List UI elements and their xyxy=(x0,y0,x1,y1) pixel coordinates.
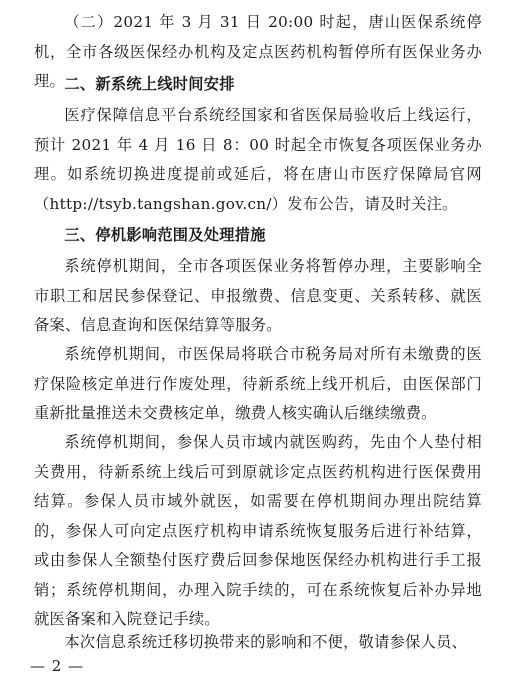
paragraph-system-shutdown: （二）2021 年 3 月 31 日 20:00 时起，唐山医保系统停机，全市各级医保经办机构及定点医药机构暂停所有医保业务办理。 xyxy=(34,13,482,90)
paragraph-apology: 本次信息系统迁移切换带来的影响和不便，敬请参保人员、 xyxy=(64,633,468,651)
paragraph-impact-services: 系统停机期间，全市各项医保业务将暂停办理，主要影响全市职工和居民参保登记、申报缴费、信息变更、关系转移、就医备案、信息查询和医保结算等服务。 xyxy=(34,257,482,334)
page-number: — 2 — xyxy=(30,657,85,675)
paragraph-invoice-handling: 系统停机期间，市医保局将联合市税务局对所有未缴费的医疗保险核定单进行作废处理，待新系统上线开机后，由医保部门重新批量推送未交费核定单，缴费人核实确认后继续缴费。 xyxy=(34,345,482,422)
paragraph-medical-settlement: 系统停机期间，参保人员市域内就医购药，先由个人垫付相关费用，待新系统上线后可到原就诊定点医药机构进行医保费用结算。参保人员市域外就医，如需要在停机期间办理出院结算的，参保人可向定点医疗机构申请系统恢复服务后进行补结算，或由参保人全额垫付医疗费后回参保地医保经办机构进行手工报销；系统停机期间，办理入院手续的，可在系统恢复后补办异地就医备案和入院登记手续。 xyxy=(34,433,482,628)
section-heading-impact-scope: 三、停机影响范围及处理措施 xyxy=(64,226,266,244)
paragraph-new-system-schedule: 医疗保障信息平台系统经国家和省医保局验收后上线运行，预计 2021 年 4 月 16 日 8：00 时起全市恢复各项医保业务办理。如系统切换进度提前或延后，将在唐山市医疗保障局官网（http://tsyb.tangshan.gov.cn/）发布公告，请及时关注。 xyxy=(34,106,482,213)
section-heading-new-system-schedule: 二、新系统上线时间安排 xyxy=(64,75,235,93)
